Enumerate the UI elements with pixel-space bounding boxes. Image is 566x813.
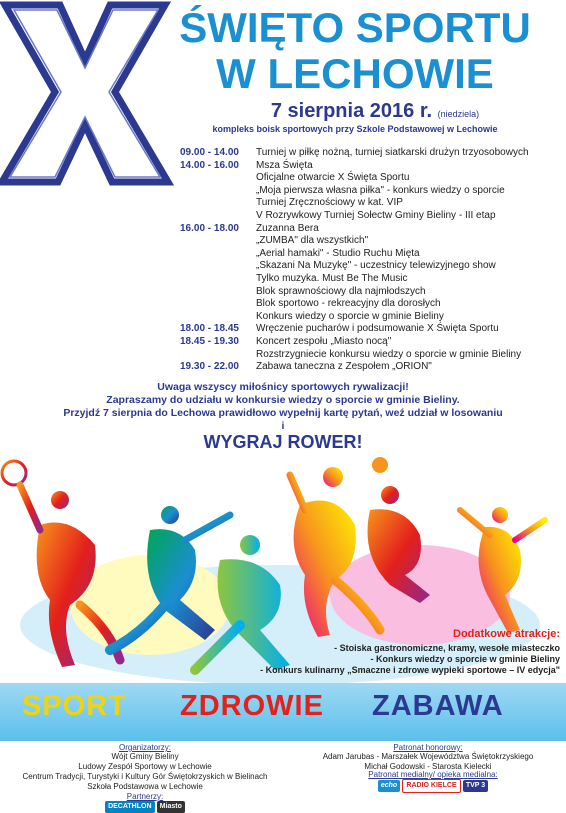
big-x-graphic (0, 0, 170, 185)
schedule-text: Zabawa taneczna z Zespołem „ORION" (256, 361, 432, 373)
schedule-text: V Rozrywkowy Turniej Sołectw Gminy Bieliny - III etap (256, 209, 496, 221)
schedule-row (180, 286, 565, 299)
win-bike-headline: WYGRAJ ROWER! (203, 432, 363, 452)
schedule-row (180, 298, 565, 311)
schedule-text: Konkurs wiedzy o sporcie w gminie Bieliny (256, 310, 444, 322)
schedule-row (180, 235, 565, 248)
organizers-heading: Organizatorzy: (118, 743, 172, 752)
schedule-row (180, 361, 565, 374)
schedule-text: Blok sportowo - rekreacyjny dla dorosłych (256, 298, 441, 310)
schedule-row (180, 323, 565, 336)
patron-item: Adam Jarubas - Marszałek Województwa Świętokrzyskiego (322, 752, 534, 761)
schedule-time: 09.00 - 14.00 (180, 147, 239, 158)
extras-item: - Stoiska gastronomiczne, kramy, wesołe miasteczko (334, 643, 560, 653)
schedule-row (180, 336, 565, 349)
media-heading: Patronat medialny/ opieka medialna: (368, 770, 498, 779)
day-text: (niedziela) (437, 109, 480, 119)
media-logos (300, 779, 566, 793)
schedule-text: Wręczenie pucharów i podsumowanie X Święta Sportu (256, 323, 499, 335)
schedule-time: 18.45 - 19.30 (180, 335, 239, 347)
partners-heading: Partnerzy: (126, 792, 164, 801)
organizers-block (0, 743, 290, 813)
schedule-row (180, 260, 565, 273)
notice-line-4: i (281, 420, 285, 432)
schedule-row (180, 185, 565, 198)
patron-item: Michał Godowski - Starosta Kielecki (364, 762, 492, 771)
schedule-text: Turniej w piłkę nożną, turniej siatkarski drużyn trzyosobowych (256, 147, 529, 158)
schedule-text: „ZUMBA" dla wszystkich" (256, 235, 369, 247)
event-date (190, 100, 560, 123)
schedule-text: Oficjalne otwarcie X Święta Sportu (256, 172, 410, 184)
big-x-letter: X (85, 100, 86, 101)
miasto-logo: Miasto (157, 801, 185, 813)
schedule-row (180, 248, 565, 261)
schedule-text: Rozstrzygniecie konkursu wiedzy o sporcie w gminie Bieliny (256, 348, 522, 360)
schedule-row (180, 311, 565, 324)
schedule-text: „Moja pierwsza własna piłka" - konkurs wiedzy o sporcie (256, 184, 505, 196)
title-line-1: ŚWIĘTO SPORTU (179, 4, 531, 51)
slogan-zabawa: ZABAWA (372, 690, 504, 722)
schedule-text: „Skazani Na Muzykę" - uczestnicy telewizyjnego show (256, 260, 496, 272)
extras-list (150, 643, 560, 676)
notice-line-1: Uwaga wszyscy miłośnicy sportowych rywalizacji! (157, 381, 409, 393)
schedule-time: 16.00 - 18.00 (180, 222, 239, 234)
schedule-row (180, 147, 565, 160)
echo-logo: echo (378, 780, 400, 792)
schedule-time: 19.30 - 22.00 (180, 361, 239, 373)
notice-line-3: Przyjdź 7 sierpnia do Lechowa prawidłowo wypełnij kartę pytań, weź udział w losowaniu (63, 407, 503, 419)
schedule-text: Tylko muzyka. Must Be The Music (256, 272, 408, 284)
extras-item: - Konkurs kulinarny „Smaczne i zdrowe wypieki sportowe – IV edycja" (260, 665, 560, 675)
schedule-row (180, 197, 565, 210)
venue-text: kompleks boisk sportowych przy Szkole Podstawowej w Lechowie (212, 124, 498, 134)
schedule-row (180, 160, 565, 173)
patrons-block (290, 743, 566, 772)
schedule-text: Msza Święta (256, 159, 313, 171)
schedule-text: Koncert zespołu „Miasto nocą" (256, 335, 392, 347)
schedule-row (180, 223, 565, 236)
contest-notice (40, 381, 526, 433)
date-text: 7 sierpnia 2016 r. (270, 100, 433, 122)
schedule-time: 14.00 - 16.00 (180, 159, 239, 171)
tvp3-logo: TVP 3 (463, 780, 488, 792)
radio-kielce-logo: RADIO KIELCE (402, 779, 460, 793)
decathlon-logo: DECATHLON (105, 801, 154, 813)
organizer-item: Szkoła Podstawowa w Lechowie (87, 782, 203, 791)
schedule-row (180, 172, 565, 185)
extras-heading: Dodatkowe atrakcje: (453, 628, 560, 640)
title-line-2: W LECHOWIE (216, 50, 494, 97)
extras-item: - Konkurs wiedzy o sporcie w gminie Bieliny (370, 654, 560, 664)
schedule-row (180, 273, 565, 286)
schedule-text: Zuzanna Bera (256, 222, 319, 234)
partners-logos (0, 801, 290, 813)
organizer-item: Ludowy Zespół Sportowy w Lechowie (78, 762, 212, 771)
schedule-text: Turniej Zręcznościowy w kat. VIP (256, 197, 403, 209)
organizer-item: Wójt Gminy Bieliny (111, 752, 179, 761)
organizer-item: Centrum Tradycji, Turystyki i Kultury Gór Świętokrzyskich w Bielinach (22, 772, 268, 781)
schedule-text: „Aerial hamaki" - Studio Ruchu Mięta (256, 247, 420, 259)
notice-line-2: Zapraszamy do udziału w konkursie wiedzy o sporcie w gminie Bieliny. (106, 394, 460, 406)
slogan-zdrowie: ZDROWIE (180, 690, 324, 722)
slogan-sport: SPORT (22, 690, 127, 722)
schedule-text: Blok sprawnościowy dla najmłodszych (256, 285, 426, 297)
slogans (0, 690, 566, 730)
schedule-row (180, 210, 565, 223)
media-block (300, 770, 566, 793)
schedule-row (180, 349, 565, 362)
schedule-list (180, 147, 565, 374)
schedule-time: 18.00 - 18.45 (180, 323, 239, 335)
patrons-heading: Patronat honorowy: (393, 743, 463, 752)
